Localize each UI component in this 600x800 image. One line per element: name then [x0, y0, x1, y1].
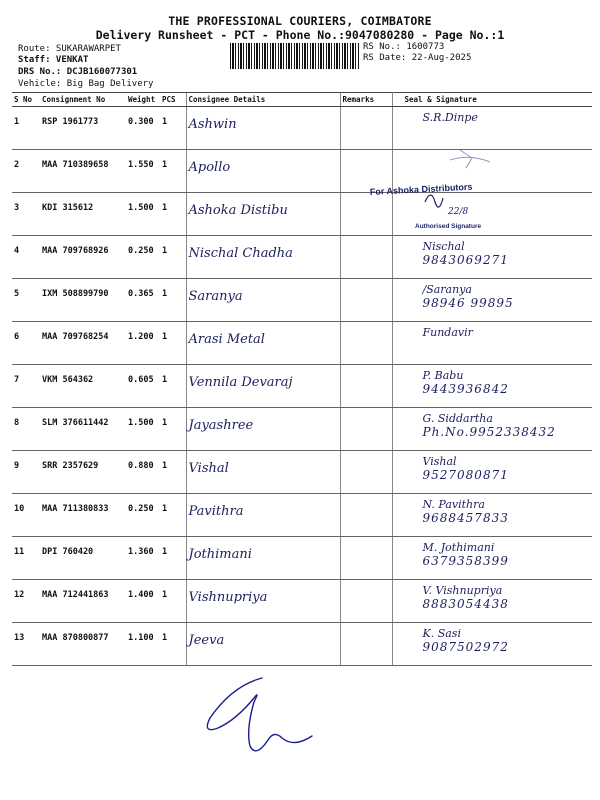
page-subtitle: Delivery Runsheet - PCT - Phone No.:9047080280 - Page No.:1 — [95, 28, 505, 42]
cell-weight: 0.605 — [126, 365, 160, 408]
cell-signature — [392, 322, 592, 365]
consignee-handwriting: Vishal — [188, 461, 229, 476]
signature-handwriting: Nischal — [422, 240, 465, 253]
cell-weight: 1.500 — [126, 193, 160, 236]
cell-weight: 1.200 — [126, 322, 160, 365]
cell-pcs: 1 — [160, 580, 186, 623]
cell-pcs: 1 — [160, 193, 186, 236]
cell-signature — [392, 451, 592, 494]
cell-weight: 0.300 — [126, 107, 160, 150]
company-stamp — [370, 140, 590, 230]
signature-handwriting: /Saranya — [422, 283, 472, 296]
table-header-row — [12, 93, 592, 107]
signature-phone: 98946 99895 — [422, 296, 514, 310]
cell-consignment: IXM 508899790 — [40, 279, 126, 322]
signature-handwriting: Vishal — [422, 455, 457, 468]
cell-sno: 12 — [12, 580, 40, 623]
col-header-pcs: PCS — [160, 93, 186, 107]
cell-consignment: VKM 564362 — [40, 365, 126, 408]
stamp-date: 22/8 — [448, 207, 469, 217]
cell-weight: 0.365 — [126, 279, 160, 322]
cell-consignment: RSP 1961773 — [40, 107, 126, 150]
cell-sno: 5 — [12, 279, 40, 322]
cell-consignee — [186, 451, 340, 494]
cell-remarks — [340, 494, 392, 537]
consignee-handwriting: Jothimani — [188, 547, 252, 562]
signature-handwriting: S.R.Dinpe — [422, 111, 478, 124]
signature-phone: 9527080871 — [422, 468, 509, 482]
cell-consignment: MAA 709768926 — [40, 236, 126, 279]
cell-sno: 13 — [12, 623, 40, 666]
stamp-company: For Ashoka Distributors — [370, 181, 473, 197]
cell-signature — [392, 537, 592, 580]
cell-remarks — [340, 279, 392, 322]
stamp-authorised: Authorised Signature — [415, 223, 482, 230]
table-row — [12, 322, 592, 365]
cell-sno: 9 — [12, 451, 40, 494]
cell-sno: 7 — [12, 365, 40, 408]
cell-sno: 6 — [12, 322, 40, 365]
cell-consignee — [186, 279, 340, 322]
vehicle-label: Vehicle: Big Bag Delivery — [18, 79, 154, 89]
cell-consignment: KDI 315612 — [40, 193, 126, 236]
cell-consignment: MAA 711380833 — [40, 494, 126, 537]
cell-sno: 4 — [12, 236, 40, 279]
cell-remarks — [340, 580, 392, 623]
cell-remarks — [340, 451, 392, 494]
supervisor-signature — [200, 670, 320, 760]
cell-signature — [392, 279, 592, 322]
cell-signature — [392, 365, 592, 408]
table-row — [12, 537, 592, 580]
barcode — [230, 43, 360, 69]
table-row — [12, 408, 592, 451]
cell-weight: 0.250 — [126, 236, 160, 279]
col-header-weight: Weight — [126, 93, 160, 107]
route-label: Route: SUKARAWARPET — [18, 44, 121, 54]
cell-weight: 1.550 — [126, 150, 160, 193]
consignee-handwriting: Ashoka Distibu — [188, 203, 288, 218]
signature-phone: 9688457833 — [422, 511, 509, 525]
drs-label: DRS No.: DCJB160077301 — [18, 67, 138, 77]
consignee-handwriting: Jeeva — [188, 633, 225, 648]
cell-pcs: 1 — [160, 537, 186, 580]
signature-handwriting: M. Jothimani — [422, 541, 495, 554]
cell-pcs: 1 — [160, 451, 186, 494]
table-row — [12, 451, 592, 494]
cell-consignee — [186, 322, 340, 365]
consignee-handwriting: Apollo — [188, 160, 231, 175]
cell-remarks — [340, 623, 392, 666]
consignee-handwriting: Ashwin — [188, 117, 237, 132]
cell-sno: 3 — [12, 193, 40, 236]
cell-consignment: MAA 709768254 — [40, 322, 126, 365]
signature-phone: 9087502972 — [422, 640, 509, 654]
cell-pcs: 1 — [160, 494, 186, 537]
col-header-signature: Seal & Signature — [392, 93, 592, 107]
col-header-consignment: Consignment No — [40, 93, 126, 107]
rs-date-label: RS Date: 22-Aug-2025 — [363, 53, 472, 63]
cell-signature — [392, 236, 592, 279]
cell-pcs: 1 — [160, 365, 186, 408]
cell-remarks — [340, 322, 392, 365]
table-row — [12, 580, 592, 623]
cell-pcs: 1 — [160, 279, 186, 322]
cell-remarks — [340, 408, 392, 451]
cell-weight: 0.250 — [126, 494, 160, 537]
cell-sno: 2 — [12, 150, 40, 193]
cell-pcs: 1 — [160, 623, 186, 666]
cell-sno: 11 — [12, 537, 40, 580]
cell-pcs: 1 — [160, 150, 186, 193]
cell-weight: 1.360 — [126, 537, 160, 580]
table-row — [12, 365, 592, 408]
cell-signature — [392, 580, 592, 623]
signature-phone: 6379358399 — [422, 554, 509, 568]
consignee-handwriting: Pavithra — [188, 504, 244, 519]
signature-handwriting: V. Vishnupriya — [422, 584, 503, 597]
cell-pcs: 1 — [160, 408, 186, 451]
cell-consignee — [186, 193, 340, 236]
page-title: THE PROFESSIONAL COURIERS, COIMBATORE — [168, 14, 432, 28]
cell-sno: 10 — [12, 494, 40, 537]
cell-signature — [392, 623, 592, 666]
cell-weight: 1.500 — [126, 408, 160, 451]
cell-pcs: 1 — [160, 107, 186, 150]
col-header-remarks: Remarks — [340, 93, 392, 107]
signature-phone: 8883054438 — [422, 597, 509, 611]
cell-consignee — [186, 408, 340, 451]
consignee-handwriting: Saranya — [188, 289, 243, 304]
signature-handwriting: N. Pavithra — [422, 498, 485, 511]
cell-consignee — [186, 623, 340, 666]
signature-phone: Ph.No.9952338432 — [422, 425, 556, 439]
cell-consignee — [186, 150, 340, 193]
cell-pcs: 1 — [160, 322, 186, 365]
staff-label: Staff: VENKAT — [18, 55, 89, 65]
cell-consignee — [186, 236, 340, 279]
table-row — [12, 279, 592, 322]
cell-consignee — [186, 580, 340, 623]
cell-consignment: SRR 2357629 — [40, 451, 126, 494]
cell-consignee — [186, 107, 340, 150]
cell-weight: 0.880 — [126, 451, 160, 494]
col-header-sno: S No — [12, 93, 40, 107]
cell-consignee — [186, 365, 340, 408]
cell-consignment: MAA 710389658 — [40, 150, 126, 193]
cell-signature — [392, 494, 592, 537]
signature-handwriting: P. Babu — [422, 369, 464, 382]
table-row — [12, 623, 592, 666]
signature-handwriting: Fundavir — [422, 326, 473, 339]
cell-pcs: 1 — [160, 236, 186, 279]
cell-signature — [392, 408, 592, 451]
cell-consignment: DPI 760420 — [40, 537, 126, 580]
signature-handwriting: G. Siddartha — [422, 412, 493, 425]
signature-handwriting: K. Sasi — [422, 627, 461, 640]
cell-remarks — [340, 236, 392, 279]
consignee-handwriting: Vishnupriya — [188, 590, 268, 605]
cell-consignment: SLM 376611442 — [40, 408, 126, 451]
cell-sno: 1 — [12, 107, 40, 150]
cell-weight: 1.100 — [126, 623, 160, 666]
cell-consignment: MAA 712441863 — [40, 580, 126, 623]
col-header-consignee: Consignee Details — [186, 93, 340, 107]
table-row — [12, 494, 592, 537]
cell-remarks — [340, 365, 392, 408]
signature-phone: 9443936842 — [422, 382, 509, 396]
cell-consignee — [186, 494, 340, 537]
cell-consignment: MAA 870800877 — [40, 623, 126, 666]
cell-sno: 8 — [12, 408, 40, 451]
rs-no-label: RS No.: 1600773 — [363, 42, 445, 52]
consignee-handwriting: Arasi Metal — [188, 332, 265, 347]
cell-consignee — [186, 537, 340, 580]
consignee-handwriting: Vennila Devaraj — [188, 375, 293, 390]
consignee-handwriting: Nischal Chadha — [188, 246, 293, 261]
signature-phone: 9843069271 — [422, 253, 509, 267]
table-row — [12, 236, 592, 279]
cell-remarks — [340, 537, 392, 580]
cell-weight: 1.400 — [126, 580, 160, 623]
consignee-handwriting: Jayashree — [188, 418, 254, 433]
